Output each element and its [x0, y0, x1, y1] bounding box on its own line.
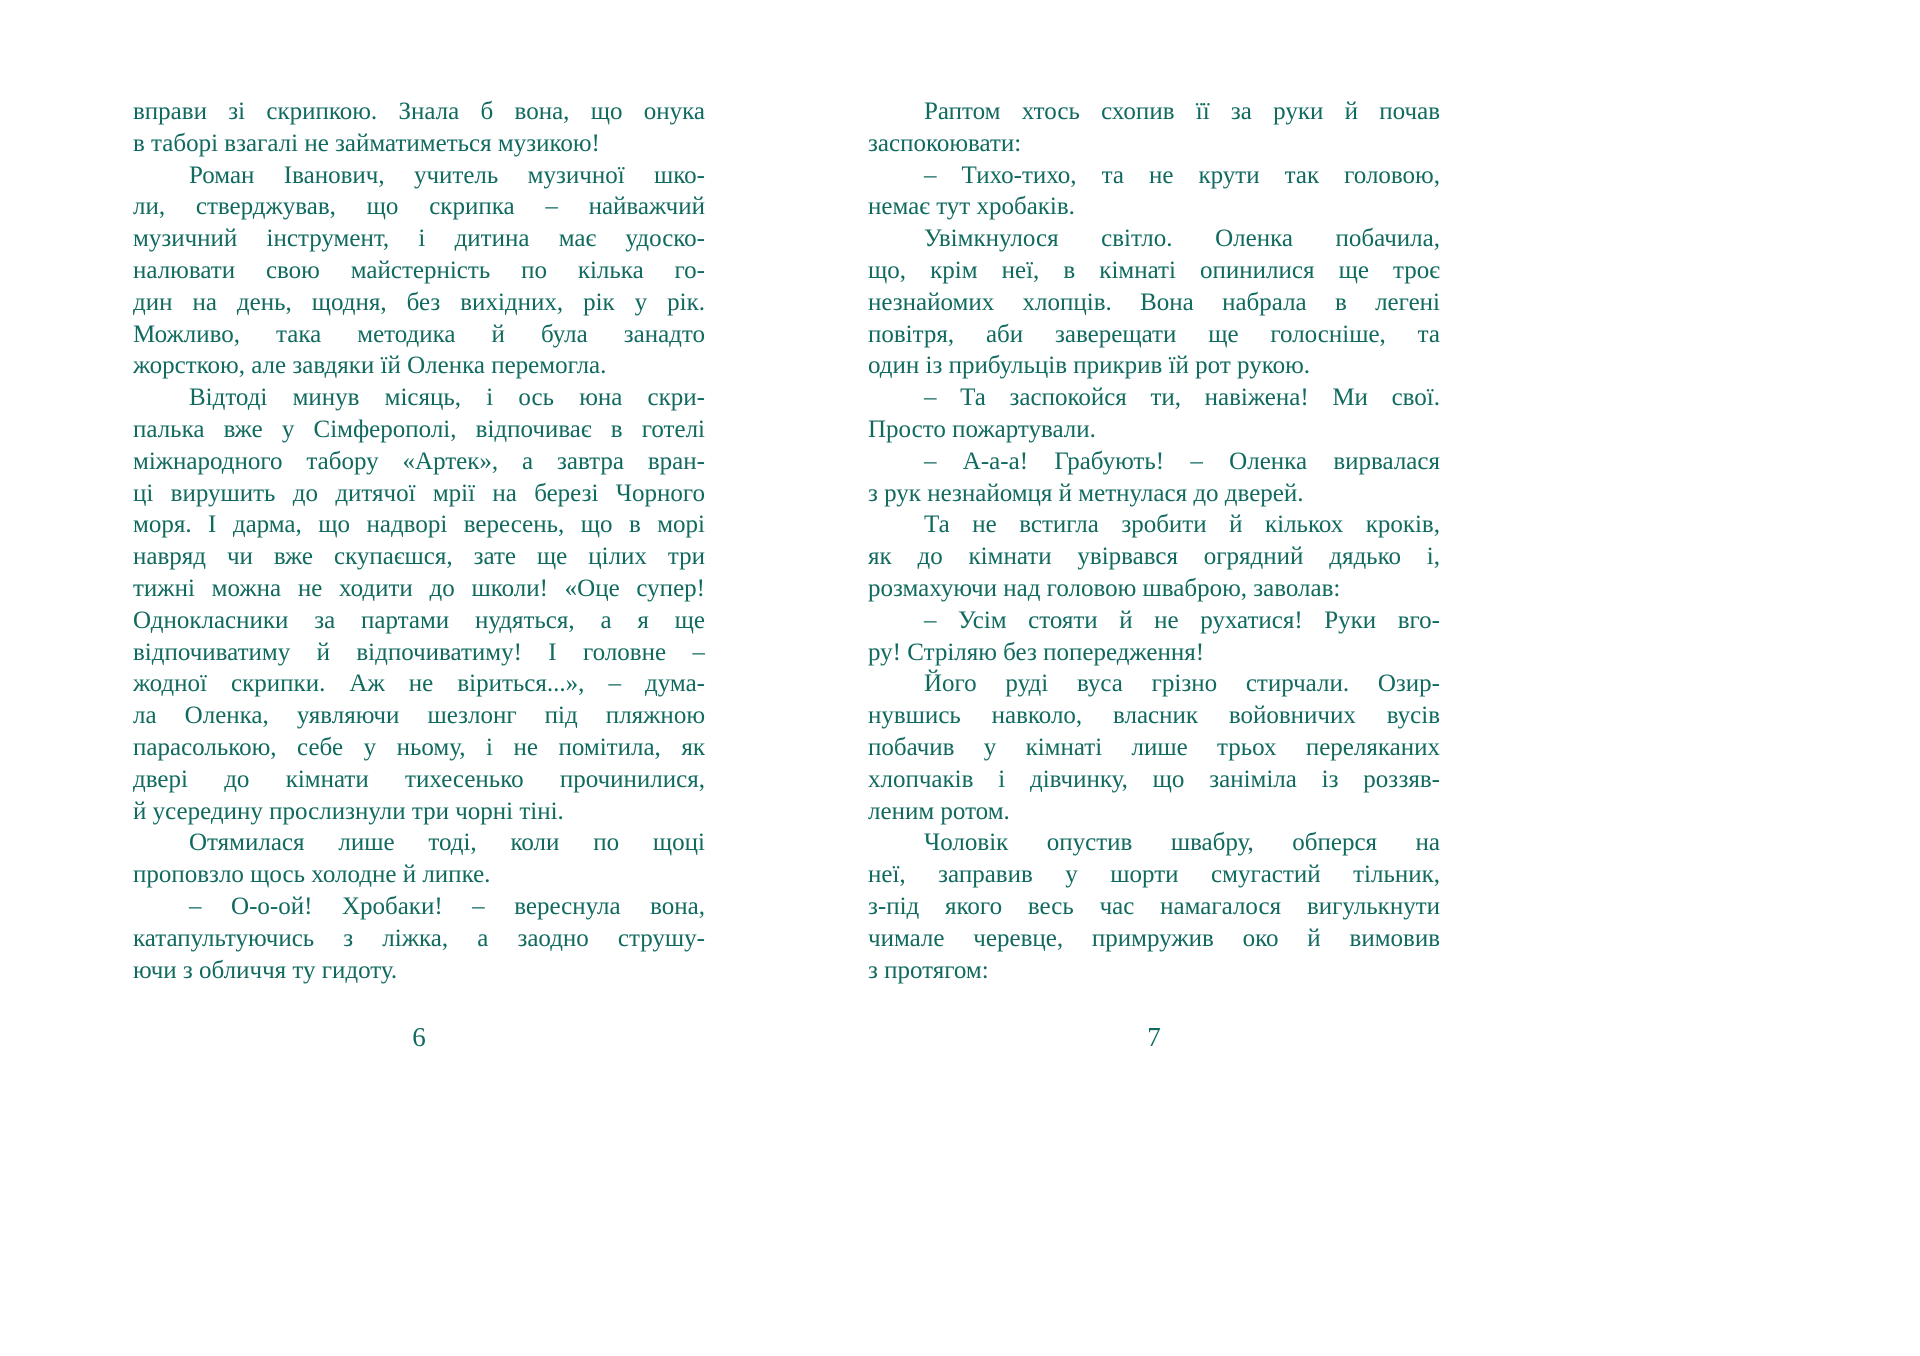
- text-line: розмахуючи над головою шваброю, заволав:: [868, 574, 1341, 602]
- text-line: – Та заспокойся ти, навіжена! Ми свої.: [924, 384, 1440, 412]
- text-line: Чоловік опустив швабру, обперся на: [924, 829, 1440, 857]
- text-line: незнайомих хлопців. Вона набрала в легені: [868, 288, 1440, 316]
- text-line: ці вирушить до дитячої мрії на березі Чорного: [133, 479, 705, 507]
- text-line: Просто пожартували.: [868, 415, 1096, 443]
- text-line: ючи з обличчя ту гидоту.: [133, 956, 398, 984]
- text-line: дин на день, щодня, без вихідних, рік у рік.: [133, 288, 705, 316]
- text-line: жодної скрипки. Аж не віриться...», – дума-: [133, 670, 705, 698]
- text-line: побачив у кімнаті лише трьох переляканих: [868, 733, 1440, 761]
- page-right: [868, 96, 1440, 1053]
- text-line: й усередину прослизнули три чорні тіні.: [133, 797, 564, 825]
- text-line: Відтоді минув місяць, і ось юна скри-: [189, 384, 705, 412]
- text-line: парасолькою, себе у ньому, і не помітила, як: [133, 733, 705, 761]
- page-number: 6: [412, 1022, 426, 1053]
- page-text: [133, 96, 705, 986]
- text-line: Та не встигла зробити й кількох кроків,: [924, 511, 1440, 539]
- page-text: [868, 96, 1440, 986]
- text-line: що, крім неї, в кімнаті опинилися ще троє: [868, 256, 1440, 284]
- text-line: з-під якого весь час намагалося вигулькнути: [868, 892, 1440, 920]
- text-line: Раптом хтось схопив її за руки й почав: [924, 98, 1440, 125]
- text-line: жорсткою, але завдяки їй Оленка перемогла.: [133, 352, 607, 380]
- text-line: в таборі взагалі не займатиметься музикою!: [133, 129, 600, 157]
- text-line: Увімкнулося світло. Оленка побачила,: [924, 225, 1440, 253]
- text-line: леним ротом.: [868, 797, 1010, 825]
- text-line: – О-о-ой! Хробаки! – вереснула вона,: [189, 892, 705, 920]
- text-line: налювати свою майстерність по кілька го-: [133, 256, 705, 284]
- text-line: один із прибульців прикрив їй рот рукою.: [868, 352, 1310, 380]
- text-line: палька вже у Сімферополі, відпочиває в готелі: [133, 415, 705, 443]
- text-line: повітря, аби заверещати ще голосніше, та: [868, 320, 1440, 348]
- text-line: двері до кімнати тихесенько прочинилися,: [133, 765, 705, 793]
- text-line: катапультуючись з ліжка, а заодно струшу-: [133, 924, 705, 952]
- text-line: відпочиватиму й відпочиватиму! І головне –: [133, 638, 705, 666]
- page-left: [133, 96, 705, 1053]
- text-line: Його руді вуса грізно стирчали. Озир-: [924, 670, 1440, 698]
- text-line: Однокласники за партами нудяться, а я ще: [133, 606, 705, 634]
- text-line: немає тут хробаків.: [868, 193, 1075, 221]
- text-line: ли, стверджував, що скрипка – найважчий: [133, 193, 705, 221]
- text-line: заспокоювати:: [868, 129, 1022, 157]
- text-line: ла Оленка, уявляючи шезлонг під пляжною: [133, 702, 705, 730]
- text-line: – А-а-а! Грабують! – Оленка вирвалася: [924, 447, 1440, 475]
- page-number: 7: [1147, 1022, 1161, 1053]
- text-line: міжнародного табору «Артек», а завтра вран-: [133, 447, 705, 475]
- text-line: вправи зі скрипкою. Знала б вона, що онука: [133, 98, 705, 125]
- text-line: навряд чи вже скупаєшся, зате ще цілих три: [133, 543, 705, 571]
- text-line: – Усім стояти й не рухатися! Руки вго-: [924, 606, 1440, 634]
- text-line: – Тихо-тихо, та не крути так головою,: [924, 161, 1440, 189]
- text-line: музичний інструмент, і дитина має удоско-: [133, 225, 705, 253]
- text-line: проповзло щось холодне й липке.: [133, 861, 491, 889]
- text-line: з протягом:: [868, 956, 989, 984]
- text-line: неї, заправив у шорти смугастий тільник,: [868, 861, 1440, 889]
- text-line: тижні можна не ходити до школи! «Оце супер!: [133, 574, 705, 602]
- text-line: чимале черевце, примружив око й вимовив: [868, 924, 1440, 952]
- text-line: Можливо, така методика й була занадто: [133, 320, 705, 348]
- text-line: Роман Іванович, учитель музичної шко-: [189, 161, 705, 189]
- text-line: моря. І дарма, що надворі вересень, що в морі: [133, 511, 705, 539]
- text-line: ру! Стріляю без попередження!: [868, 638, 1205, 666]
- text-line: як до кімнати увірвався огрядний дядько і,: [868, 543, 1440, 571]
- text-line: хлопчаків і дівчинку, що заніміла із роззяв-: [868, 765, 1440, 793]
- text-line: нувшись навколо, власник войовничих вусів: [868, 702, 1440, 730]
- text-line: Отямилася лише тоді, коли по щоці: [189, 829, 705, 857]
- text-line: з рук незнайомця й метнулася до дверей.: [868, 479, 1304, 507]
